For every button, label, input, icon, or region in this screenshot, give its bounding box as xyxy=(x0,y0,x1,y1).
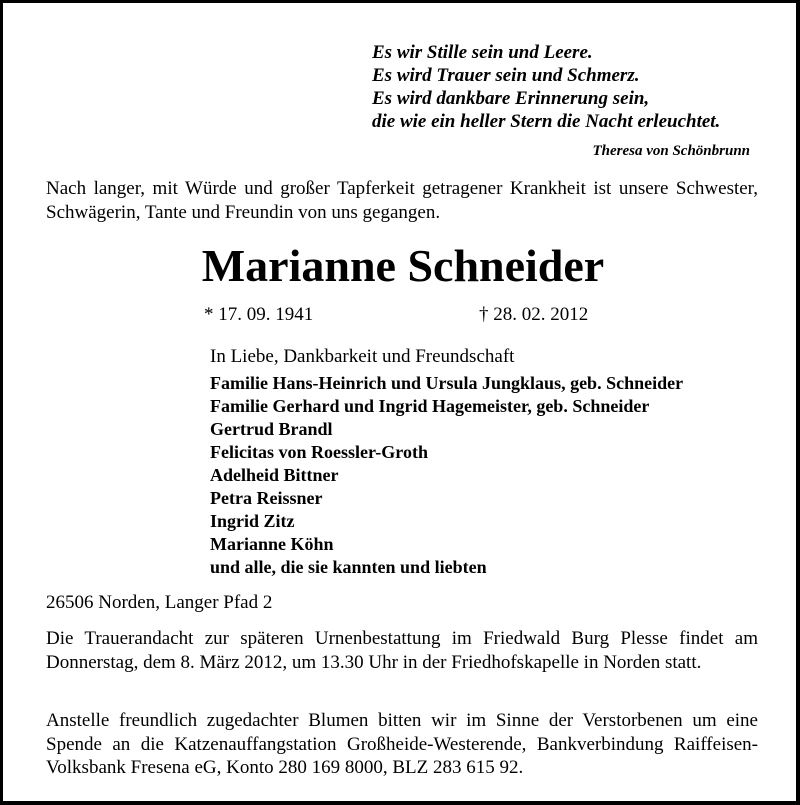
mourner-entry: Familie Gerhard und Ingrid Hagemeister, geb. Schneider xyxy=(210,396,650,416)
mourner-entry: Familie Hans-Heinrich und Ursula Jungklaus, geb. Schneider xyxy=(210,373,684,393)
poem xyxy=(372,41,772,133)
deceased-name: Marianne Schneider xyxy=(201,240,605,291)
poem-line: die wie ein heller Stern die Nacht erleuchtet. xyxy=(372,111,721,132)
service-notice: Die Trauerandacht zur späteren Urnenbestattung im Friedwald Burg Plesse findet am Donnerstag, dem 8. März 2012, um 13.30 Uhr in der Friedhofskapelle in Norden statt. xyxy=(46,628,758,673)
mourner-entry: Gertrud Brandl xyxy=(210,419,333,439)
poem-line: Es wird dankbare Erinnerung sein, xyxy=(372,88,650,109)
greeting: In Liebe, Dankbarkeit und Freundschaft xyxy=(210,346,515,367)
donation-notice: Anstelle freundlich zugedachter Blumen bitten wir im Sinne der Verstorbenen um eine Spende an die Katzenauffangstation Großheide-Westerende, Bankverbindung Raiffeisen-Volksbank Fresena eG, Konto 280 169 8000, BLZ 283 615 92. xyxy=(46,710,758,778)
mourners-list xyxy=(210,372,683,579)
mourner-entry: Petra Reissner xyxy=(210,488,323,508)
mourner-entry: und alle, die sie kannten und liebten xyxy=(210,557,487,577)
mourner-entry: Marianne Köhn xyxy=(210,534,334,554)
intro-text: Nach langer, mit Würde und großer Tapferkeit getragener Krankheit ist unsere Schwester, Schwägerin, Tante und Freundin von uns gegangen. xyxy=(46,178,758,223)
mourner-entry: Ingrid Zitz xyxy=(210,511,295,531)
poem-author: Theresa von Schönbrunn xyxy=(592,143,750,159)
poem-line: Es wird Trauer sein und Schmerz. xyxy=(372,65,640,86)
mourner-entry: Felicitas von Roessler-Groth xyxy=(210,442,428,462)
death-date: † 28. 02. 2012 xyxy=(479,304,589,325)
poem-line: Es wir Stille sein und Leere. xyxy=(372,42,593,63)
address: 26506 Norden, Langer Pfad 2 xyxy=(46,592,273,613)
birth-date: * 17. 09. 1941 xyxy=(204,304,314,325)
mourner-entry: Adelheid Bittner xyxy=(210,465,339,485)
